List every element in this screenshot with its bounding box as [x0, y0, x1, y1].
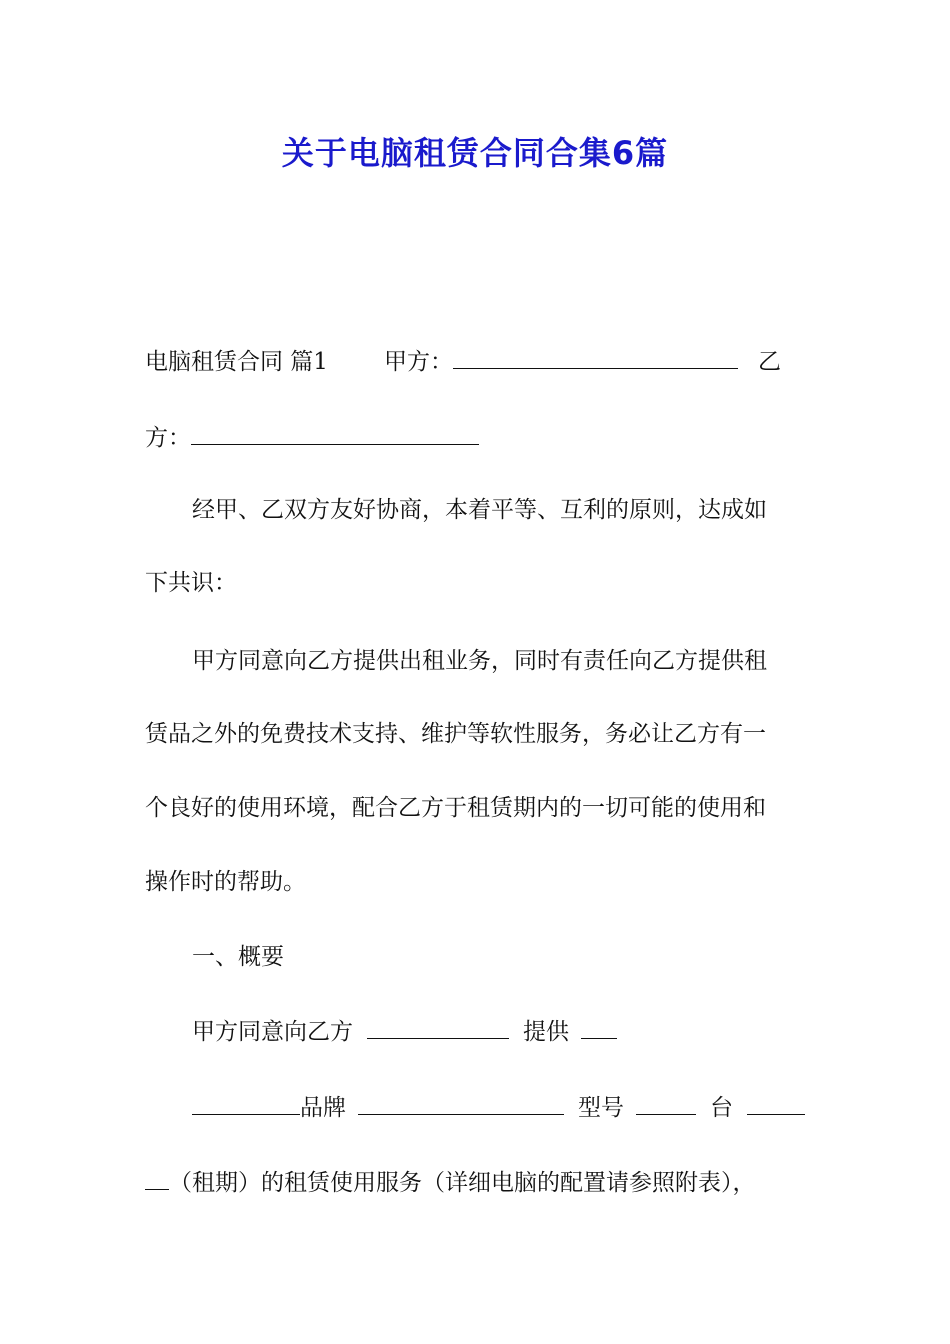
- para2-line4: 操作时的帮助。: [145, 869, 306, 895]
- clause1-text-d: 型号: [578, 1095, 624, 1121]
- para1-line1: 经甲、乙双方友好协商，本着平等、互利的原则，达成如: [192, 497, 767, 523]
- party-a-label: 甲方：: [383, 349, 453, 375]
- document-title: 关于电脑租赁合同合集6篇: [281, 134, 669, 172]
- party-b-label: 方：: [145, 425, 191, 451]
- clause1-blank-3: [192, 1092, 300, 1115]
- clause1-text-e: 台: [710, 1095, 733, 1121]
- clause1-blank-5: [636, 1092, 696, 1115]
- clause1-blank-2: [581, 1016, 617, 1039]
- clause1-line2: [192, 1092, 805, 1123]
- clause1-text-f: （租期）的租赁使用服务（详细电脑的配置请参照附表），: [169, 1170, 756, 1196]
- clause1-line3: [145, 1167, 756, 1198]
- clause1-text-c: 品牌: [300, 1095, 346, 1121]
- para1-line2: 下共识：: [145, 570, 237, 596]
- para2-line2: 赁品之外的免费技术支持、维护等软性服务，务必让乙方有一: [145, 721, 766, 747]
- party-b-prefix: 乙: [757, 349, 781, 375]
- clause1-text-a: 甲方同意向乙方: [192, 1019, 353, 1045]
- clause1-line1: [192, 1016, 617, 1047]
- party-a-blank: [453, 346, 738, 369]
- section1-heading: 一、概要: [192, 944, 284, 970]
- para2-line3: 个良好的使用环境，配合乙方于租赁期内的一切可能的使用和: [145, 795, 766, 821]
- party-b-blank: [191, 422, 479, 445]
- clause1-text-b: 提供: [523, 1019, 569, 1045]
- clause1-blank-7: [145, 1167, 169, 1190]
- clause1-blank-1: [367, 1016, 509, 1039]
- clause1-blank-6: [747, 1092, 805, 1115]
- clause1-blank-4: [358, 1092, 564, 1115]
- para2-line1: 甲方同意向乙方提供出租业务，同时有责任向乙方提供租: [192, 648, 767, 674]
- contract-heading: 电脑租赁合同 篇1: [145, 349, 328, 375]
- party-b-line: [145, 422, 479, 453]
- contract-header-line: [145, 346, 781, 377]
